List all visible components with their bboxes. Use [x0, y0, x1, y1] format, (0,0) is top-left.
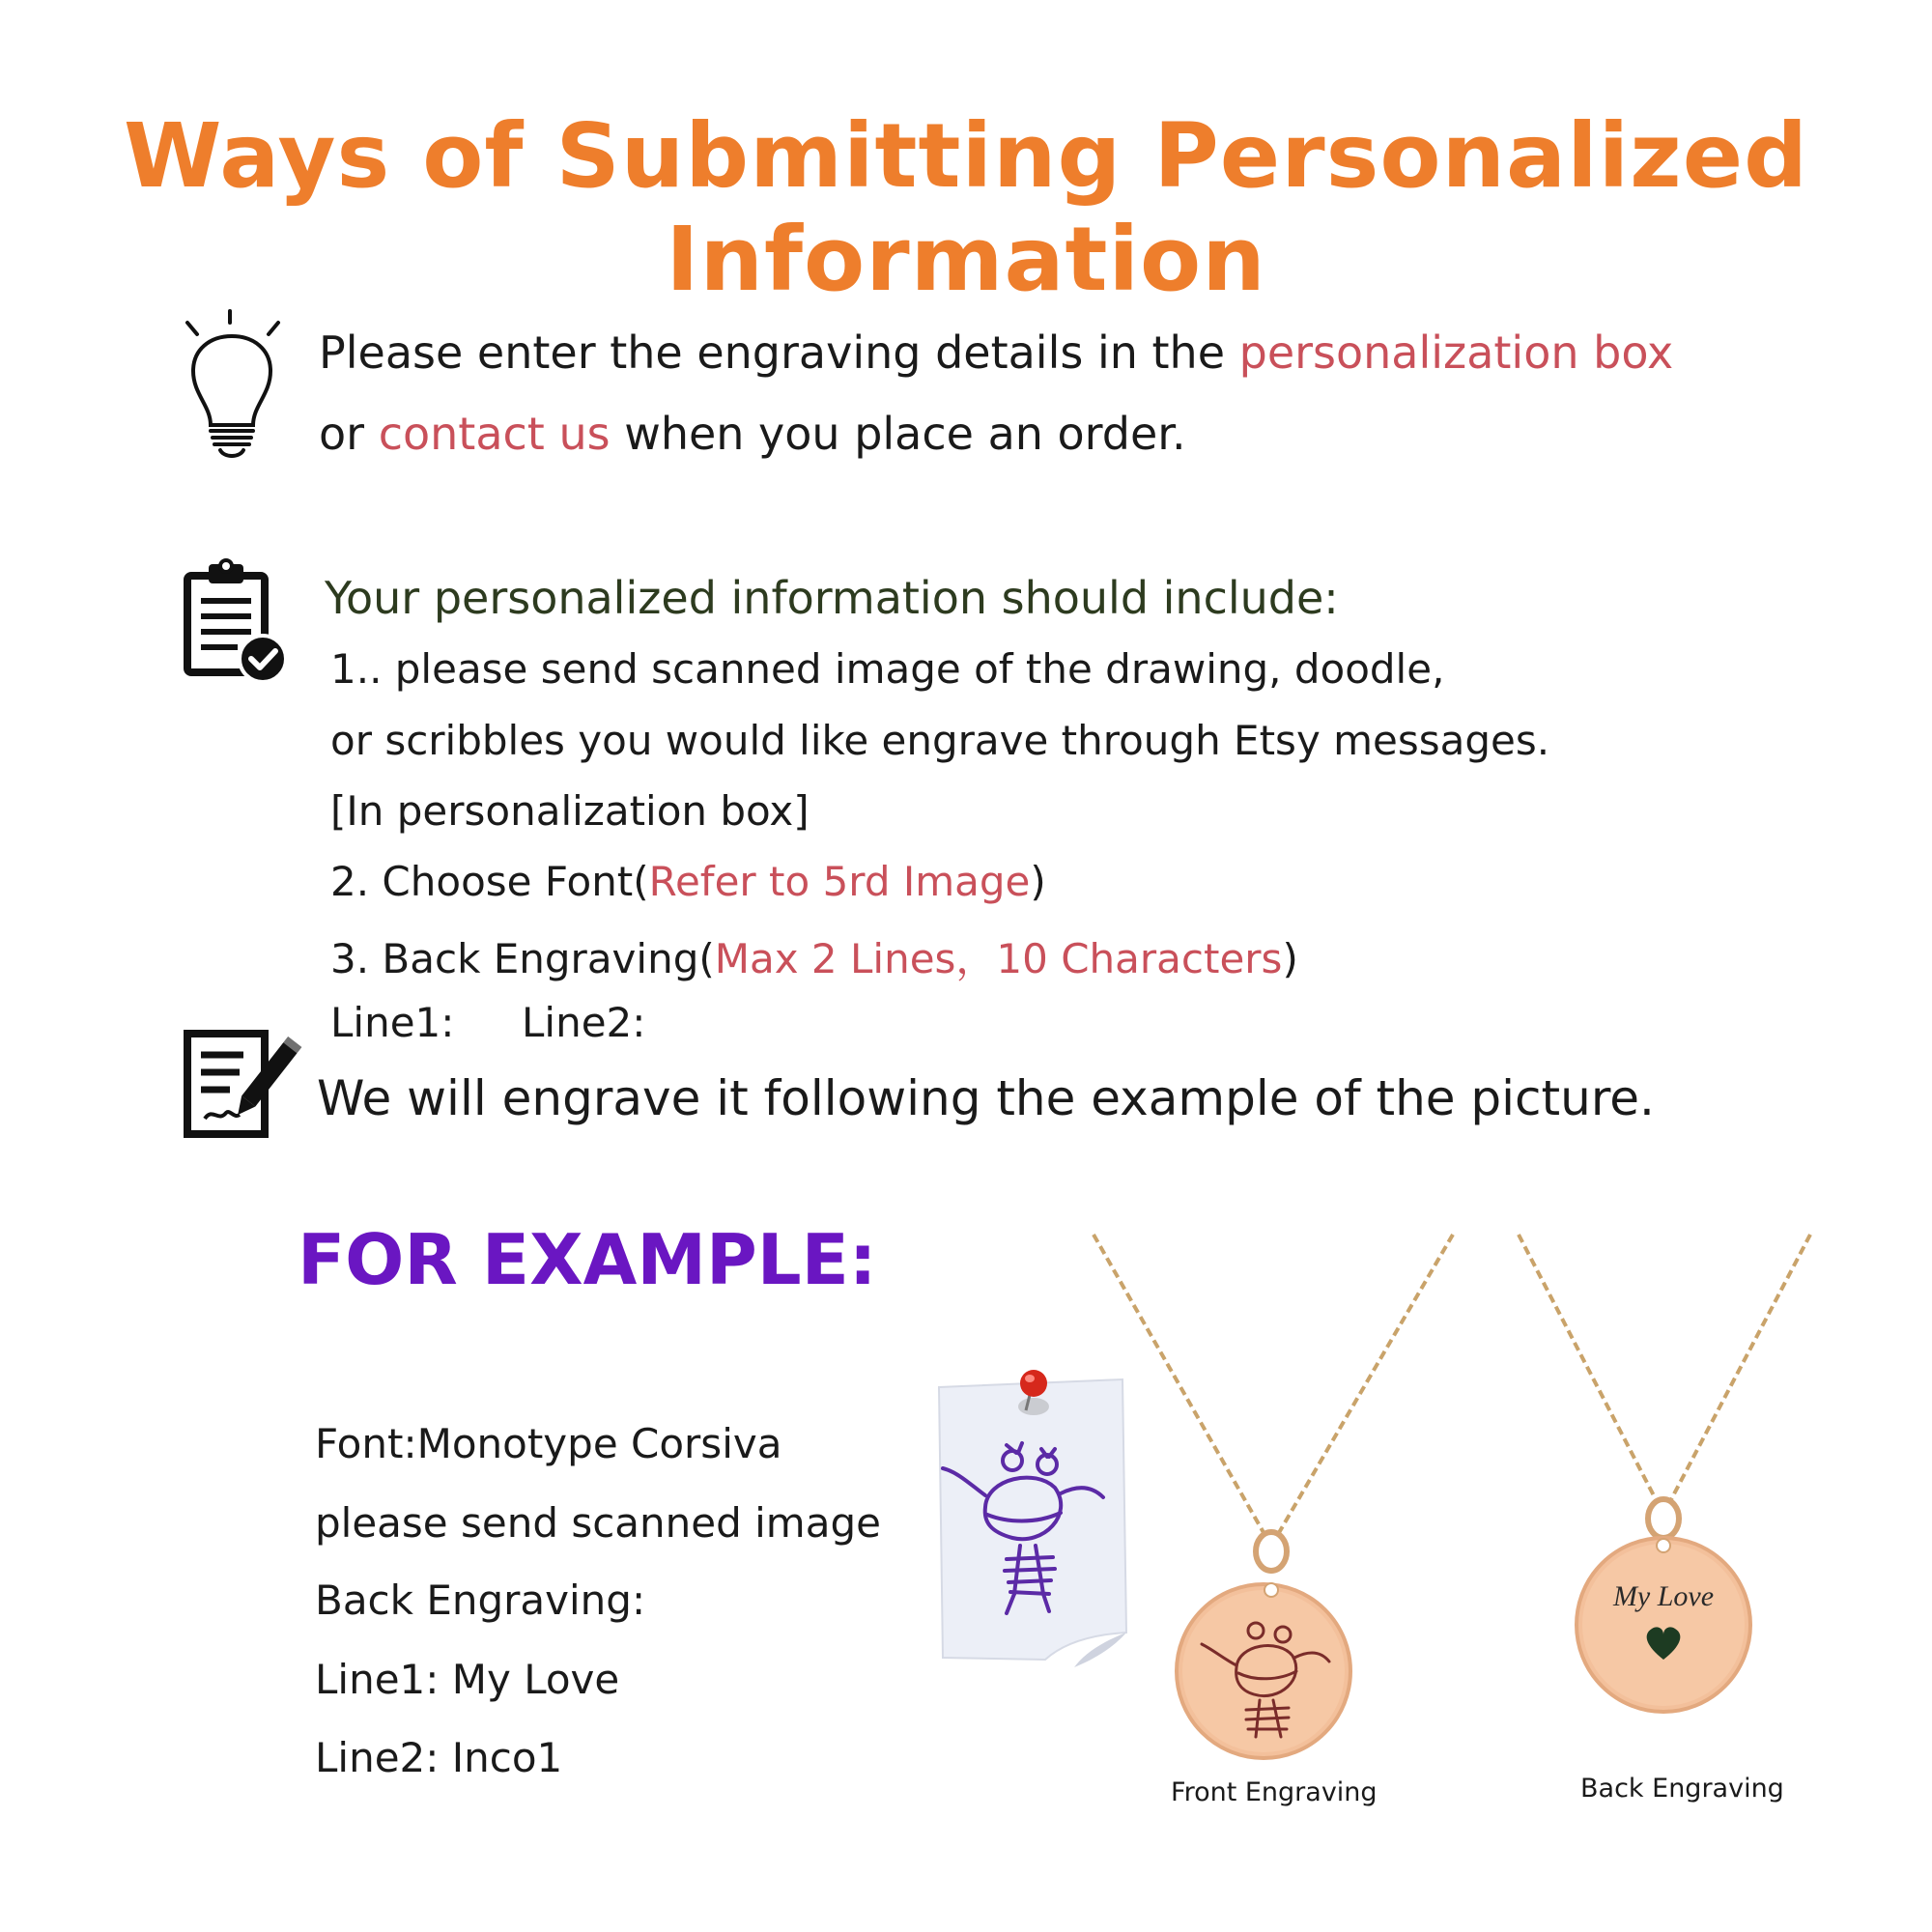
include-item-3-suffix: ): [1282, 935, 1298, 982]
follow-note: We will engrave it following the example of the picture.: [317, 1070, 1655, 1126]
include-item-1-line-1: 1.. please send scanned image of the drawing, doodle,: [330, 645, 1445, 693]
include-item-2-suffix: ): [1030, 858, 1046, 905]
intro-line-1-text: Please enter the engraving details in the: [319, 327, 1239, 379]
page-title: Ways of Submitting Personalized Information: [124, 104, 1808, 311]
example-heading: FOR EXAMPLE:: [298, 1219, 877, 1300]
light-bulb-icon: [182, 311, 288, 466]
example-line-1: Line1: My Love: [315, 1656, 620, 1703]
example-scan: please send scanned image: [315, 1499, 881, 1547]
include-item-1-line-2: or scribbles you would like engrave through Etsy messages.: [330, 717, 1550, 764]
document-pen-icon: [184, 1026, 299, 1140]
clipboard-check-icon: [184, 558, 292, 684]
intro-line-2-suffix: when you place an order.: [610, 408, 1186, 460]
include-item-3-highlight: Max 2 Lines，10 Characters: [714, 935, 1283, 982]
back-engraving-text: My Love: [1612, 1580, 1715, 1612]
include-item-3-prefix: 3. Back Engraving(: [330, 935, 715, 982]
front-engraving-caption: Front Engraving: [1171, 1777, 1378, 1807]
intro-line-2-prefix: or: [319, 408, 379, 460]
contact-us-link: contact us: [378, 408, 611, 460]
line1-label: Line1:: [330, 999, 455, 1046]
include-heading: Your personalized information should include:: [325, 572, 1339, 624]
back-engraving-caption: Back Engraving: [1580, 1774, 1784, 1804]
intro-line-1: [319, 327, 1673, 379]
back-pendant-necklace: [1511, 1227, 1830, 1729]
front-pendant-necklace: [1082, 1227, 1468, 1739]
example-font: Font:Monotype Corsiva: [315, 1420, 782, 1467]
include-item-2: [330, 858, 1046, 905]
include-item-2-highlight: Refer to 5rd Image: [648, 858, 1031, 905]
intro-line-2: [319, 408, 1186, 460]
example-line-2: Line2: Inco1: [315, 1734, 563, 1781]
include-item-3: [330, 927, 1298, 985]
example-back-engraving: Back Engraving:: [315, 1577, 646, 1624]
include-item-1-line-3: [In personalization box]: [330, 787, 810, 835]
line2-label: Line2:: [522, 999, 646, 1046]
include-item-2-prefix: 2. Choose Font(: [330, 858, 649, 905]
personalization-box-link: personalization box: [1238, 327, 1674, 379]
